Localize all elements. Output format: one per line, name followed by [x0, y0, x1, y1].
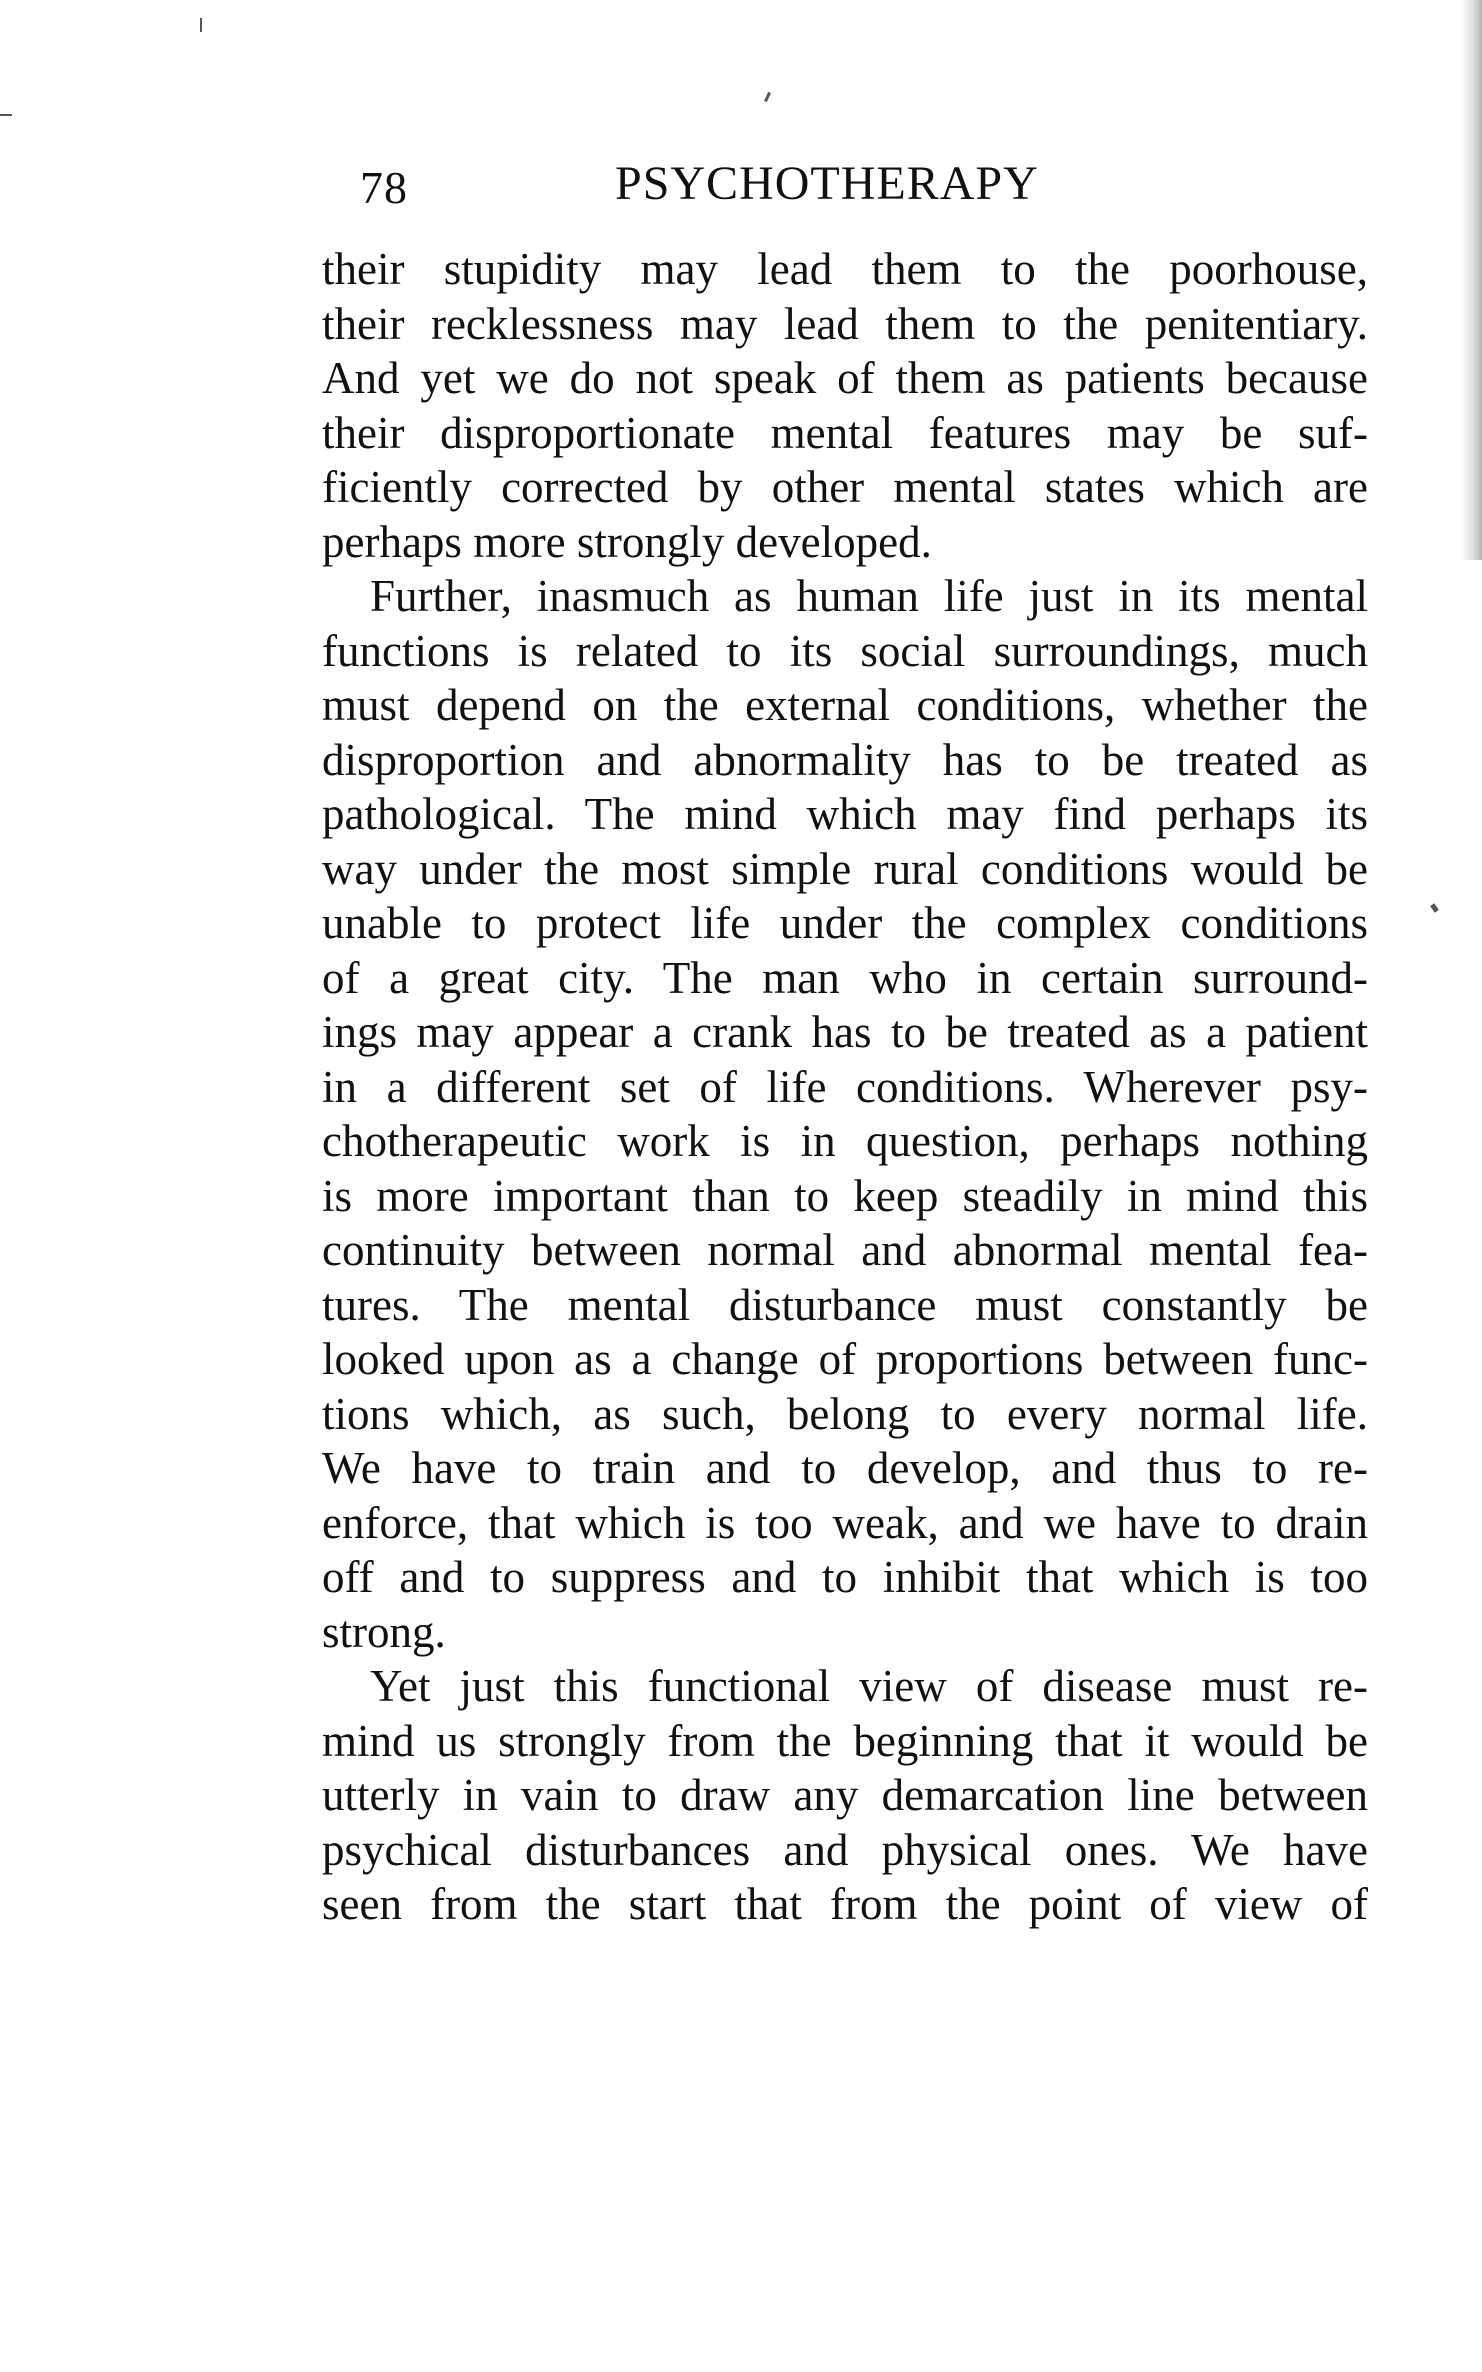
running-title: PSYCHOTHERAPY	[615, 157, 1039, 210]
text-line: psychical disturbances and physical ones. We have	[322, 1824, 1368, 1875]
scan-speck	[764, 92, 771, 102]
scan-speck	[0, 114, 12, 116]
text-line: their disproportionate mental features may be suf-	[322, 407, 1368, 458]
text-line: must depend on the external conditions, whether the	[322, 680, 1368, 730]
text-line: chotherapeutic work is in question, perhaps nothing	[322, 1116, 1368, 1166]
text-line: continuity between normal and abnormal mental fea-	[322, 1225, 1368, 1275]
text-line: looked upon as a change of proportions between func-	[322, 1334, 1368, 1384]
text-line: pathological. The mind which may find perhaps its	[322, 789, 1368, 839]
running-header	[320, 150, 1368, 220]
page-edge-shadow	[1460, 0, 1482, 560]
text-line: ings may appear a crank has to be treated as a patient	[322, 1007, 1368, 1057]
text-line: enforce, that which is too weak, and we have to drain	[322, 1497, 1368, 1548]
text-line: utterly in vain to draw any demarcation line between	[322, 1770, 1368, 1820]
text-line: in a different set of life conditions. Wherever psy-	[322, 1061, 1368, 1112]
text-line: ficiently corrected by other mental states which are	[322, 462, 1368, 512]
text-line: strong.	[322, 1606, 446, 1657]
text-line: way under the most simple rural conditions would be	[322, 843, 1368, 894]
scan-speck	[200, 18, 202, 32]
text-line: tions which, as such, belong to every normal life.	[322, 1388, 1368, 1439]
text-line: We have to train and to develop, and thus to re-	[322, 1443, 1368, 1493]
scan-speck	[1430, 903, 1439, 912]
text-line: off and to suppress and to inhibit that which is too	[322, 1552, 1368, 1602]
text-line: Yet just this functional view of disease must re-	[370, 1661, 1368, 1711]
text-line: mind us strongly from the beginning that it would be	[322, 1715, 1368, 1766]
text-line: Further, inasmuch as human life just in its mental	[370, 571, 1368, 621]
text-line: And yet we do not speak of them as patients because	[322, 353, 1368, 403]
text-line: their stupidity may lead them to the poorhouse,	[322, 244, 1368, 294]
page-number: 78	[360, 162, 408, 213]
text-line: perhaps more strongly developed.	[322, 516, 932, 567]
text-line: their recklessness may lead them to the penitentiary.	[322, 298, 1368, 349]
text-line: seen from the start that from the point of view of	[322, 1879, 1368, 1929]
text-line: is more important than to keep steadily in mind this	[322, 1170, 1368, 1221]
text-line: of a great city. The man who in certain surround-	[322, 952, 1368, 1003]
text-line: unable to protect life under the complex conditions	[322, 898, 1368, 948]
body-text	[322, 242, 1368, 1932]
text-line: tures. The mental disturbance must constantly be	[322, 1279, 1368, 1330]
text-line: disproportion and abnormality has to be treated as	[322, 734, 1368, 785]
text-line: functions is related to its social surroundings, much	[322, 625, 1368, 676]
